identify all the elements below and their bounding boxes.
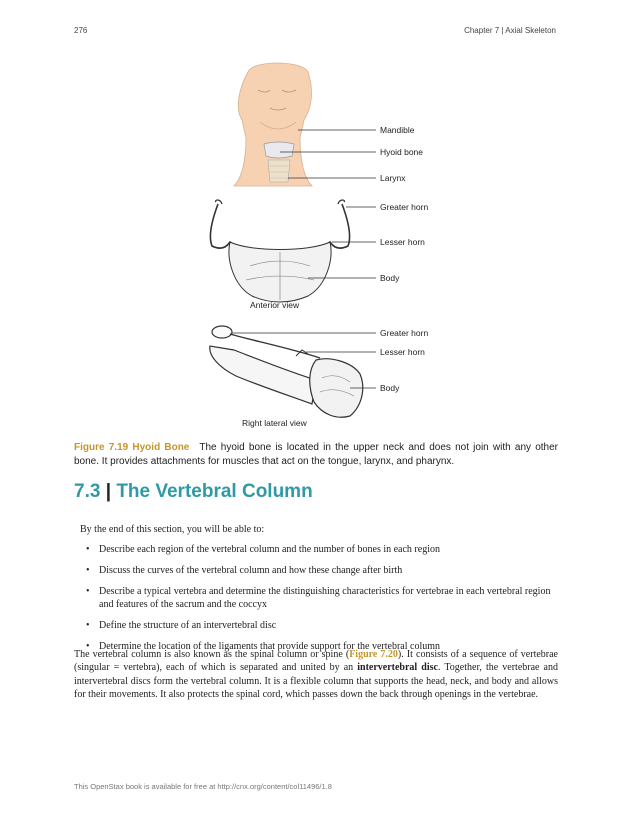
head-neck-drawing (234, 63, 312, 186)
learning-objectives (80, 523, 560, 661)
objective-item: • Discuss the curves of the vertebral column and how these change after birth (99, 564, 560, 577)
body-text-2: ). It consists of a sequence of vertebrae (singular = vertebra), each of which is separated and united by an (74, 649, 558, 674)
figure-link[interactable]: Figure 7.20 (349, 649, 398, 660)
hyoid-bone-figure (190, 60, 450, 435)
body-text-1: The vertebral column is also known as the spinal column or spine ( (74, 649, 350, 660)
chapter-header: Chapter 7 | Axial Skeleton (464, 26, 556, 35)
caption-text: The hyoid bone is located in the upper neck and does not join with any other bone. It provides attachments for muscles that act on the tongue, larynx, and pharynx. (74, 442, 558, 467)
key-term: intervertebral disc (357, 662, 438, 674)
label-larynx: Larynx (380, 173, 406, 183)
label-lesser-horn-anterior: Lesser horn (380, 237, 425, 247)
objective-item: • Describe a typical vertebra and determine the distinguishing characteristics for vertebrae in each vertebral region and features of the sacrum and the coccyx (99, 585, 560, 611)
label-greater-horn-anterior: Greater horn (380, 202, 429, 212)
objectives-intro: By the end of this section, you will be able to: (80, 524, 265, 535)
objective-item: • Describe each region of the vertebral column and the number of bones in each region (99, 543, 560, 556)
body-text-3: . Together, the vertebrae and intervertebral discs form the vertebral column. It is a flexible column that supports the head, neck, and body and allows for their movements. It also protects the spinal cord, which passes down the back through openings in the vertebrae. (74, 662, 558, 701)
objective-item: • Determine the location of the ligaments that provide support for the vertebral column (99, 640, 560, 653)
objectives-list (80, 543, 560, 653)
section-title: The Vertebral Column (116, 481, 313, 502)
hyoid-lateral-drawing (210, 326, 363, 417)
anterior-view-label: Anterior view (250, 300, 300, 310)
section-separator: | (105, 481, 112, 502)
body-paragraph (74, 648, 558, 702)
footer-note: This OpenStax book is available for free at http://cnx.org/content/col11496/1.8 (74, 782, 332, 791)
caption-title: Figure 7.19 Hyoid Bone (74, 442, 190, 453)
label-hyoid-bone: Hyoid bone (380, 147, 424, 157)
label-greater-horn-lateral: Greater horn (380, 328, 429, 338)
lateral-view-label: Right lateral view (242, 418, 307, 428)
section-heading (74, 481, 313, 503)
label-mandible: Mandible (380, 125, 415, 135)
page-number: 276 (74, 26, 88, 35)
label-lesser-horn-lateral: Lesser horn (380, 347, 425, 357)
hyoid-illustration (190, 60, 450, 435)
figure-caption (74, 441, 558, 469)
label-body-lateral: Body (380, 383, 400, 393)
objective-item: • Define the structure of an intervertebral disc (99, 619, 560, 632)
hyoid-anterior-drawing (210, 200, 349, 302)
section-number: 7.3 (74, 481, 101, 502)
label-body-anterior: Body (380, 273, 400, 283)
